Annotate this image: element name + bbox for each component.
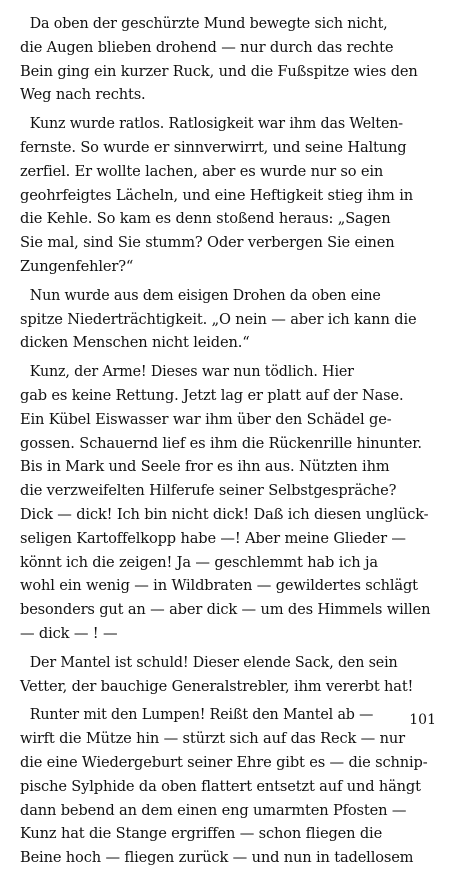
text-line: Der Mantel ist schuld! Dieser elende Sack, den sein — [29, 653, 398, 671]
text-line: die Augen blieben drohend — nur durch das rechte — [20, 38, 394, 56]
text-line: gossen. Schauernd lief es ihm die Rückenrille hinunter. — [20, 434, 422, 452]
text-line: Zungenfehler?“ — [20, 257, 134, 275]
text-line: Nun wurde aus dem eisigen Drohen da oben eine — [29, 286, 381, 304]
text-line: zerfiel. Er wollte lachen, aber es wurde nur so ein — [20, 162, 384, 180]
text-line: wohl ein wenig — in Wildbraten — gewildertes schlägt — [20, 577, 418, 595]
paragraph — [20, 284, 442, 355]
paragraph — [20, 360, 442, 646]
text-line: Dick — dick! Ich bin nicht dick! Daß ich diesen unglück- — [20, 505, 429, 523]
paragraph — [20, 651, 442, 699]
text-line: gab es keine Rettung. Jetzt lag er platt auf der Nase. — [20, 386, 404, 404]
text-line: dann bebend an dem einen eng umarmten Pfosten — — [20, 801, 407, 819]
text-line: spitze Niederträchtigkeit. „O nein — aber ich kann die — [20, 310, 417, 328]
text-line: die eine Wiedergeburt seiner Ehre gibt es — die schnip- — [20, 753, 428, 771]
text-line: — dick — ! — — [20, 624, 118, 642]
text-line: fernste. So wurde er sinnverwirrt, und seine Haltung — [20, 138, 407, 156]
text-line: geohrfeigtes Lächeln, und eine Heftigkeit stieg ihm in — [20, 186, 413, 204]
text-line: besonders gut an — aber dick — um des Himmels willen — [20, 601, 431, 619]
text-line: Kunz, der Arme! Dieses war nun tödlich. Hier — [29, 363, 354, 381]
text-line: Sie mal, sind Sie stumm? Oder verbergen Sie einen — [20, 234, 395, 252]
text-line: Bein ging ein kurzer Ruck, und die Fußspitze wies den — [20, 62, 418, 80]
page-number: 101 — [409, 712, 436, 728]
text-line: Da oben der geschürzte Mund bewegte sich nicht, — [29, 15, 388, 32]
paragraph — [20, 12, 442, 107]
text-line: könnt ich die zeigen! Ja — geschlemmt hab ich ja — [20, 553, 378, 571]
text-line: die verzweifelten Hilferufe seiner Selbstgespräche? — [20, 482, 397, 500]
text-line: die Kehle. So kam es denn stoßend heraus: „Sagen — [20, 210, 391, 228]
text-line: pische Sylphide da oben flattert entsetzt auf und hängt — [20, 777, 421, 795]
text-line: Bis in Mark und Seele fror es ihn aus. Nützten ihm — [20, 458, 390, 476]
text-line: Kunz hat die Stange ergriffen — schon fliegen die — [20, 825, 383, 843]
text-line: seligen Kartoffelkopp habe —! Aber meine Glieder — — [20, 529, 406, 547]
text-line: Vetter, der bauchige Generalstrebler, ihm vererbt hat! — [20, 677, 414, 695]
text-line: Runter mit den Lumpen! Reißt den Mantel ab — — [29, 706, 374, 724]
text-line: dicken Menschen nicht leiden.“ — [20, 334, 250, 352]
text-body — [20, 12, 442, 870]
text-line: Ein Kübel Eiswasser war ihm über den Schädel ge- — [20, 410, 392, 428]
text-line: Weg nach rechts. — [20, 86, 146, 104]
paragraph — [20, 112, 442, 279]
text-line: wirft die Mütze hin — stürzt sich auf das Reck — nur — [20, 730, 405, 748]
text-line: Beine hoch — fliegen zurück — und nun in tadellosem — [20, 849, 414, 867]
text-line: Kunz wurde ratlos. Ratlosigkeit war ihm das Welten- — [29, 115, 403, 133]
paragraph — [20, 703, 442, 870]
